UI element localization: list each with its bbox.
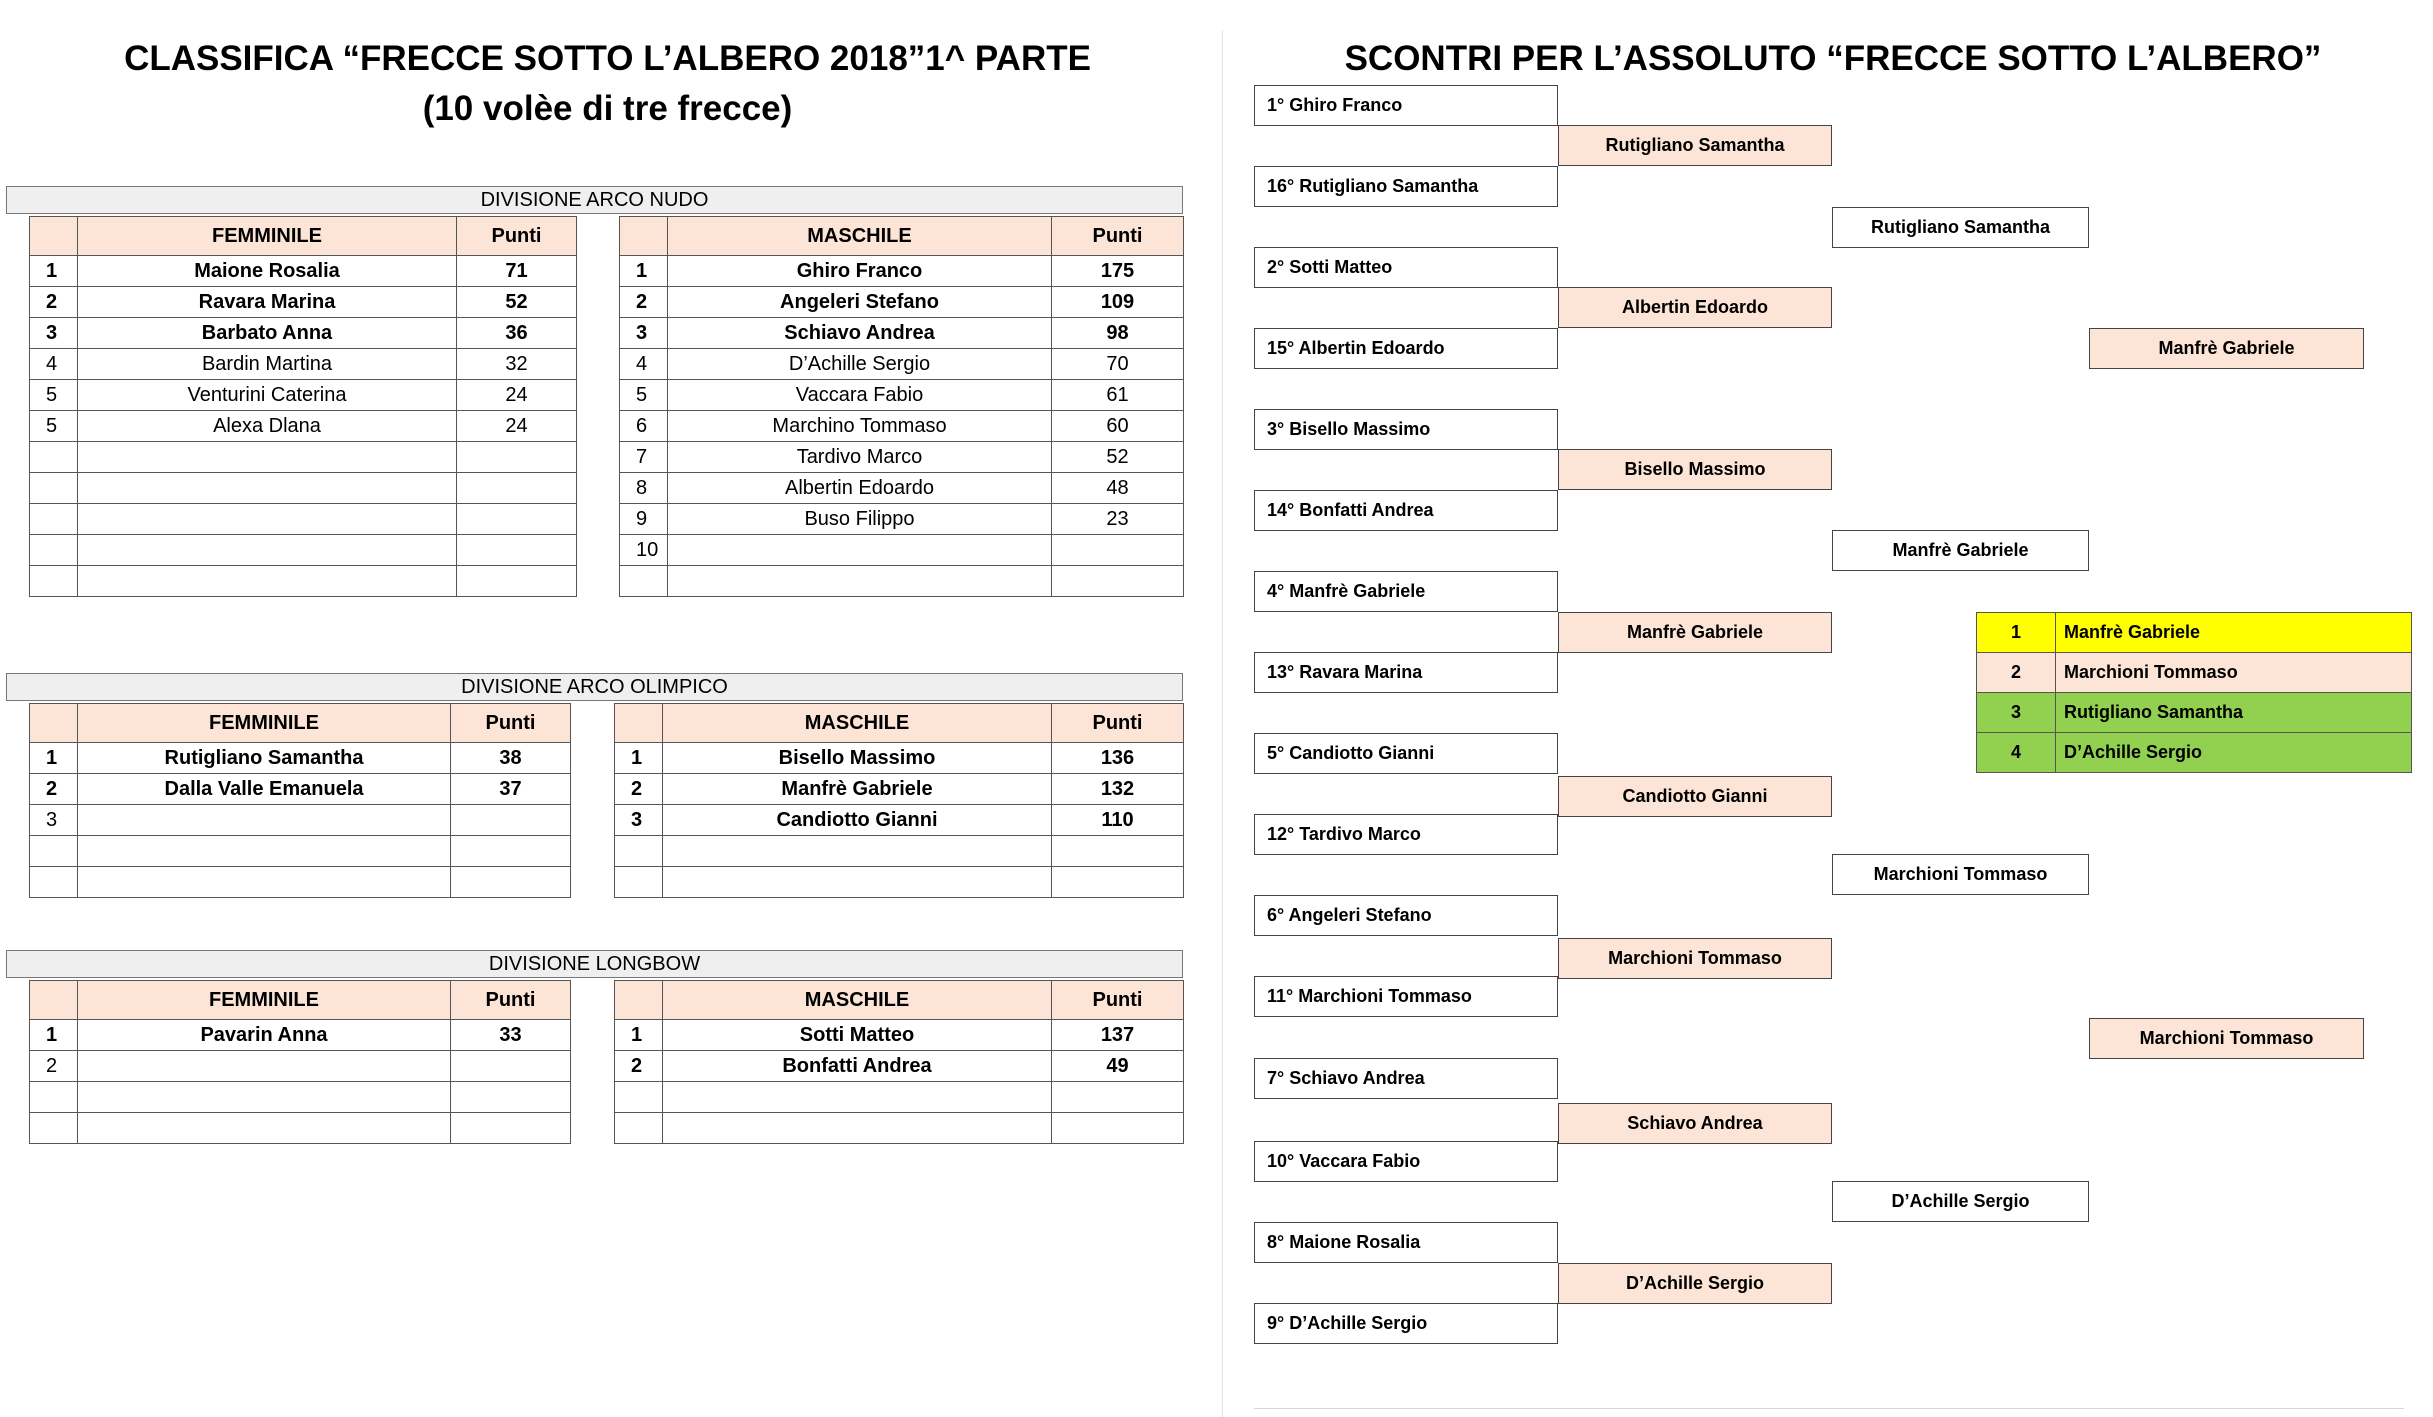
bracket-round1-entry: 2° Sotti Matteo [1254, 247, 1558, 288]
table-row [30, 349, 577, 380]
cell-name: Albertin Edoardo [668, 473, 1052, 504]
bracket-round3-entry: Marchioni Tommaso [1832, 854, 2089, 895]
cell-name [78, 535, 457, 566]
cell-pos: 1 [615, 743, 663, 774]
bracket-round2-entry: Rutigliano Samantha [1558, 125, 1832, 166]
cell-pos [620, 566, 668, 597]
cell-pts: 36 [457, 318, 577, 349]
cell-pts [451, 1082, 571, 1113]
cell-pos: 3 [30, 805, 78, 836]
table-row [615, 1082, 1184, 1113]
bracket-round1-entry: 12° Tardivo Marco [1254, 814, 1558, 855]
bracket-round1-entry: 8° Maione Rosalia [1254, 1222, 1558, 1263]
col-pos-header [30, 704, 78, 743]
cell-pts [457, 504, 577, 535]
cell-name: Bisello Massimo [663, 743, 1052, 774]
table-row [30, 774, 571, 805]
cell-pts: 33 [451, 1020, 571, 1051]
table-row [30, 1051, 571, 1082]
table-row [30, 867, 571, 898]
cell-pts: 175 [1052, 256, 1184, 287]
table-arco-olimpico-maschile [614, 703, 1184, 898]
table-row [615, 836, 1184, 867]
col-punti-header: Punti [1052, 704, 1184, 743]
cell-pos: 2 [615, 1051, 663, 1082]
bracket-round1-entry: 5° Candiotto Gianni [1254, 733, 1558, 774]
cell-name [78, 836, 451, 867]
cell-name [668, 535, 1052, 566]
cell-name: Manfrè Gabriele [663, 774, 1052, 805]
bracket-round4-entry: Manfrè Gabriele [2089, 328, 2364, 369]
cell-pts [1052, 1113, 1184, 1144]
cell-pts: 60 [1052, 411, 1184, 442]
final-ranking-table [1976, 612, 2412, 773]
table-row [30, 535, 577, 566]
cell-pos: 8 [620, 473, 668, 504]
cell-pos: 1 [30, 256, 78, 287]
table-row [30, 442, 577, 473]
cell-pts: 137 [1052, 1020, 1184, 1051]
cell-name: Tardivo Marco [668, 442, 1052, 473]
cell-pts [451, 836, 571, 867]
cell-name: Alexa Dlana [78, 411, 457, 442]
cell-pos: 2 [620, 287, 668, 318]
table-longbow-maschile [614, 980, 1184, 1144]
table-row [30, 1020, 571, 1051]
cell-pts [451, 805, 571, 836]
bracket-round1-entry: 15° Albertin Edoardo [1254, 328, 1558, 369]
cell-pts [1052, 535, 1184, 566]
col-femminile-header: FEMMINILE [78, 981, 451, 1020]
table-row [615, 805, 1184, 836]
cell-pos [30, 566, 78, 597]
table-row [30, 380, 577, 411]
division-header-arco-olimpico: DIVISIONE ARCO OLIMPICO [6, 673, 1183, 701]
table-arco-olimpico-femminile [29, 703, 571, 898]
col-punti-header: Punti [451, 704, 571, 743]
table-row [30, 287, 577, 318]
classifica-title-line2: (10 volèe di tre frecce) [422, 89, 793, 128]
cell-pos: 1 [30, 743, 78, 774]
final-ranking-row [1977, 653, 2412, 693]
table-row [30, 1113, 571, 1144]
table-row [615, 1113, 1184, 1144]
classifica-title [0, 34, 1215, 134]
table-row [620, 287, 1184, 318]
cell-pos: 5 [30, 380, 78, 411]
cell-pos [30, 836, 78, 867]
cell-name: Schiavo Andrea [668, 318, 1052, 349]
final-ranking-position: 3 [1977, 693, 2056, 733]
cell-name: Rutigliano Samantha [78, 743, 451, 774]
cell-pts [457, 566, 577, 597]
final-ranking-name: Rutigliano Samantha [2056, 693, 2412, 733]
cell-name: Bardin Martina [78, 349, 457, 380]
cell-pos [30, 442, 78, 473]
cell-pts [457, 442, 577, 473]
cell-name [663, 1082, 1052, 1113]
cell-name: Sotti Matteo [663, 1020, 1052, 1051]
cell-name: Venturini Caterina [78, 380, 457, 411]
final-ranking-position: 2 [1977, 653, 2056, 693]
bracket-round1-entry: 16° Rutigliano Samantha [1254, 166, 1558, 207]
bracket-round4-entry: Marchioni Tommaso [2089, 1018, 2364, 1059]
cell-pos [615, 836, 663, 867]
cell-name: Barbato Anna [78, 318, 457, 349]
table-row [620, 442, 1184, 473]
cell-pts [457, 535, 577, 566]
cell-name [668, 566, 1052, 597]
bracket-round2-entry: Albertin Edoardo [1558, 287, 1832, 328]
cell-name: Pavarin Anna [78, 1020, 451, 1051]
bracket-round2-entry: Manfrè Gabriele [1558, 612, 1832, 653]
bracket-round2-entry: Candiotto Gianni [1558, 776, 1832, 817]
final-ranking-name: Manfrè Gabriele [2056, 613, 2412, 653]
final-ranking-row [1977, 733, 2412, 773]
cell-name [663, 1113, 1052, 1144]
bracket-round2-entry: Marchioni Tommaso [1558, 938, 1832, 979]
cell-pos [615, 1082, 663, 1113]
bracket-round1-entry: 13° Ravara Marina [1254, 652, 1558, 693]
cell-pts: 48 [1052, 473, 1184, 504]
division-header-arco-nudo: DIVISIONE ARCO NUDO [6, 186, 1183, 214]
table-row [30, 836, 571, 867]
cell-pos [30, 535, 78, 566]
bracket-round2-entry: Bisello Massimo [1558, 449, 1832, 490]
table-row [30, 473, 577, 504]
page-divider [1222, 30, 1223, 1417]
table-row [620, 349, 1184, 380]
bracket-round3-entry: Rutigliano Samantha [1832, 207, 2089, 248]
cell-pts: 24 [457, 380, 577, 411]
cell-name: Maione Rosalia [78, 256, 457, 287]
table-row [615, 1051, 1184, 1082]
cell-name: Vaccara Fabio [668, 380, 1052, 411]
col-femminile-header: FEMMINILE [78, 704, 451, 743]
bracket-round1-entry: 1° Ghiro Franco [1254, 85, 1558, 126]
cell-pts [1052, 566, 1184, 597]
cell-pos: 2 [30, 1051, 78, 1082]
table-row [620, 504, 1184, 535]
cell-pos: 1 [30, 1020, 78, 1051]
cell-pos: 3 [615, 805, 663, 836]
cell-pts [1052, 836, 1184, 867]
cell-name: Ravara Marina [78, 287, 457, 318]
table-row [620, 256, 1184, 287]
col-punti-header: Punti [1052, 981, 1184, 1020]
table-header-row [615, 704, 1184, 743]
bracket-round2-entry: Schiavo Andrea [1558, 1103, 1832, 1144]
final-ranking-name: Marchioni Tommaso [2056, 653, 2412, 693]
cell-pos: 2 [615, 774, 663, 805]
table-row [30, 256, 577, 287]
cell-pts: 136 [1052, 743, 1184, 774]
final-ranking-row [1977, 613, 2412, 653]
cell-pts: 37 [451, 774, 571, 805]
cell-name: Marchino Tommaso [668, 411, 1052, 442]
col-pos-header [615, 981, 663, 1020]
bracket-round1-entry: 7° Schiavo Andrea [1254, 1058, 1558, 1099]
classifica-title-line1: CLASSIFICA “FRECCE SOTTO L’ALBERO 2018”1^ PARTE [124, 39, 1091, 78]
cell-name: Candiotto Gianni [663, 805, 1052, 836]
col-pos-header [615, 704, 663, 743]
col-punti-header: Punti [1052, 217, 1184, 256]
cell-pos [615, 1113, 663, 1144]
cell-pts [1052, 867, 1184, 898]
cell-name: Angeleri Stefano [668, 287, 1052, 318]
table-row [30, 743, 571, 774]
col-maschile-header: MASCHILE [668, 217, 1052, 256]
table-header-row [30, 217, 577, 256]
cell-pos [30, 867, 78, 898]
bracket-round1-entry: 10° Vaccara Fabio [1254, 1141, 1558, 1182]
bracket-round1-entry: 14° Bonfatti Andrea [1254, 490, 1558, 531]
table-arco-nudo-maschile [619, 216, 1184, 597]
table-header-row [620, 217, 1184, 256]
cell-pos: 3 [30, 318, 78, 349]
table-row [620, 380, 1184, 411]
cell-pts [451, 867, 571, 898]
cell-pts: 49 [1052, 1051, 1184, 1082]
bracket-round2-entry: D’Achille Sergio [1558, 1263, 1832, 1304]
cell-pos: 7 [620, 442, 668, 473]
cell-pos: 6 [620, 411, 668, 442]
table-row [30, 318, 577, 349]
cell-name [78, 1113, 451, 1144]
cell-pos: 3 [620, 318, 668, 349]
col-pos-header [620, 217, 668, 256]
cell-pos: 2 [30, 774, 78, 805]
cell-pos: 2 [30, 287, 78, 318]
scontri-title: SCONTRI PER L’ASSOLUTO “FRECCE SOTTO L’ALBERO” [1344, 39, 2322, 78]
cell-pts: 132 [1052, 774, 1184, 805]
bracket-round1-entry: 11° Marchioni Tommaso [1254, 976, 1558, 1017]
cell-pts: 24 [457, 411, 577, 442]
table-row [620, 318, 1184, 349]
table-row [30, 566, 577, 597]
table-row [30, 805, 571, 836]
cell-pos: 1 [620, 256, 668, 287]
cell-pts: 71 [457, 256, 577, 287]
col-pos-header [30, 217, 78, 256]
cell-pts: 52 [1052, 442, 1184, 473]
cell-pts: 109 [1052, 287, 1184, 318]
cell-name: Bonfatti Andrea [663, 1051, 1052, 1082]
table-row [620, 473, 1184, 504]
table-row [30, 504, 577, 535]
table-header-row [30, 981, 571, 1020]
cell-pts [451, 1051, 571, 1082]
table-arco-nudo-femminile [29, 216, 577, 597]
cell-pts [457, 473, 577, 504]
table-row [30, 411, 577, 442]
cell-name [78, 1051, 451, 1082]
cell-name [663, 867, 1052, 898]
bracket-round3-entry: D’Achille Sergio [1832, 1181, 2089, 1222]
table-longbow-femminile [29, 980, 571, 1144]
cell-name: Buso Filippo [668, 504, 1052, 535]
cell-pos [30, 504, 78, 535]
table-row [620, 566, 1184, 597]
bracket-round1-entry: 3° Bisello Massimo [1254, 409, 1558, 450]
col-punti-header: Punti [457, 217, 577, 256]
cell-pts [451, 1113, 571, 1144]
cell-name: Ghiro Franco [668, 256, 1052, 287]
cell-pts: 38 [451, 743, 571, 774]
cell-name [78, 1082, 451, 1113]
bracket-round1-entry: 6° Angeleri Stefano [1254, 895, 1558, 936]
table-row [620, 411, 1184, 442]
cell-pos: 5 [30, 411, 78, 442]
cell-pts: 70 [1052, 349, 1184, 380]
cell-pos: 5 [620, 380, 668, 411]
bottom-rule [1254, 1408, 2404, 1409]
bracket-round3-entry: Manfrè Gabriele [1832, 530, 2089, 571]
cell-name [78, 805, 451, 836]
table-row [615, 774, 1184, 805]
final-ranking-row [1977, 693, 2412, 733]
col-maschile-header: MASCHILE [663, 704, 1052, 743]
col-punti-header: Punti [451, 981, 571, 1020]
table-row [615, 1020, 1184, 1051]
cell-pts [1052, 1082, 1184, 1113]
col-femminile-header: FEMMINILE [78, 217, 457, 256]
division-header-longbow: DIVISIONE LONGBOW [6, 950, 1183, 978]
table-row [30, 1082, 571, 1113]
final-ranking-name: D’Achille Sergio [2056, 733, 2412, 773]
cell-pos [30, 473, 78, 504]
col-maschile-header: MASCHILE [663, 981, 1052, 1020]
final-ranking-position: 1 [1977, 613, 2056, 653]
final-ranking-position: 4 [1977, 733, 2056, 773]
cell-pts: 32 [457, 349, 577, 380]
col-pos-header [30, 981, 78, 1020]
cell-name [78, 473, 457, 504]
cell-pos: 1 [615, 1020, 663, 1051]
cell-name [78, 566, 457, 597]
cell-pts: 52 [457, 287, 577, 318]
cell-pos: 4 [30, 349, 78, 380]
cell-pos: 9 [620, 504, 668, 535]
cell-name [663, 836, 1052, 867]
cell-pts: 110 [1052, 805, 1184, 836]
bracket-round1-entry: 4° Manfrè Gabriele [1254, 571, 1558, 612]
table-header-row [30, 704, 571, 743]
cell-name: Dalla Valle Emanuela [78, 774, 451, 805]
table-row [620, 535, 1184, 566]
cell-pos [30, 1113, 78, 1144]
cell-pts: 23 [1052, 504, 1184, 535]
table-row [615, 743, 1184, 774]
bracket-round1-entry: 9° D’Achille Sergio [1254, 1303, 1558, 1344]
cell-pos: 4 [620, 349, 668, 380]
cell-pos [30, 1082, 78, 1113]
cell-pos [615, 867, 663, 898]
cell-pts: 98 [1052, 318, 1184, 349]
cell-pos: 10 [620, 535, 668, 566]
cell-name [78, 442, 457, 473]
cell-name [78, 504, 457, 535]
cell-name: D’Achille Sergio [668, 349, 1052, 380]
cell-name [78, 867, 451, 898]
table-header-row [615, 981, 1184, 1020]
table-row [615, 867, 1184, 898]
cell-pts: 61 [1052, 380, 1184, 411]
